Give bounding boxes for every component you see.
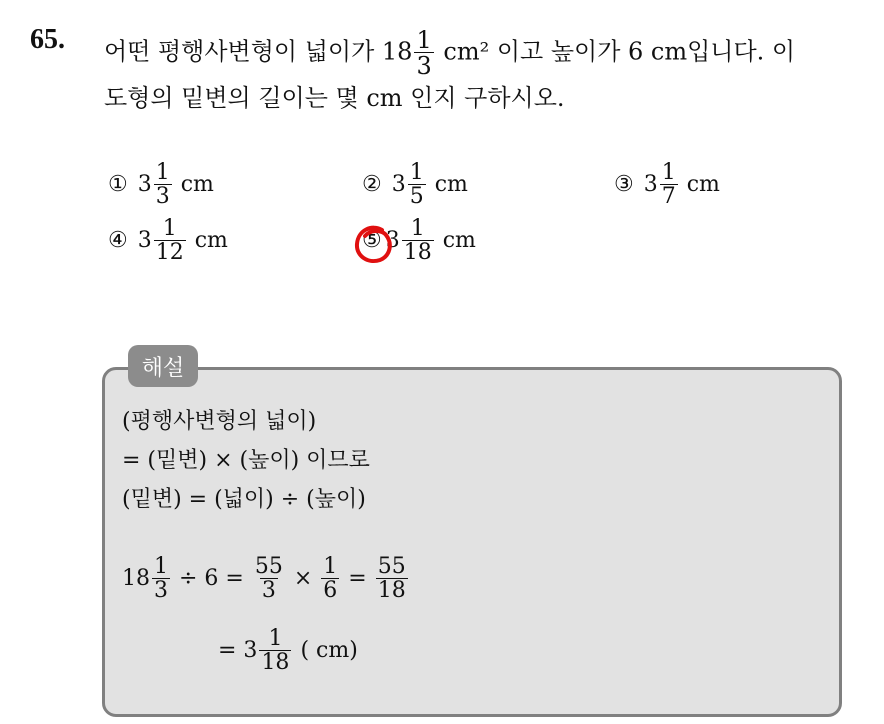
answer-circle-mark [352, 222, 396, 266]
calculation-line-1 [122, 556, 410, 602]
choice-2-whole: 3 [391, 172, 406, 197]
choice-3-numerator: 1 [661, 160, 676, 185]
choice-2[interactable] [362, 162, 468, 208]
area-fraction-numerator: 1 [416, 26, 432, 54]
calc-frac-b-num: 55 [254, 554, 283, 579]
choice-2-denominator: 5 [409, 184, 424, 209]
calc-result-unit: ( cm) [300, 638, 358, 663]
calc-frac-c [321, 556, 339, 602]
calc-result-den: 18 [261, 650, 290, 675]
calc-frac-b [253, 556, 285, 602]
calc-frac-c-den: 6 [323, 578, 338, 603]
choice-2-number: ② [362, 172, 382, 197]
calc-equals: = [348, 566, 367, 591]
choice-4-fraction [154, 218, 186, 264]
choice-5-fraction [402, 218, 434, 264]
calculation-line-2 [218, 628, 358, 674]
calc-frac-d-num: 55 [377, 554, 406, 579]
choice-1-fraction [154, 162, 172, 208]
choice-1-whole: 3 [137, 172, 152, 197]
calc-frac-a-den: 3 [154, 578, 168, 603]
choice-1-unit: cm [180, 172, 214, 197]
question-text-pre: 어떤 평행사변형이 넓이가 18 [104, 37, 413, 66]
choice-2-fraction [408, 162, 426, 208]
calc-times: × [293, 566, 313, 591]
choice-3-whole: 3 [643, 172, 658, 197]
explanation-tag: 해설 [128, 345, 198, 387]
choice-2-unit: cm [434, 172, 468, 197]
choice-4-unit: cm [194, 228, 228, 253]
explanation-line-3: (밑변) = (넓이) ÷ (높이) [122, 487, 366, 512]
choice-1-number: ① [108, 172, 128, 197]
choice-5-unit: cm [442, 228, 476, 253]
calc-frac-b-den: 3 [261, 578, 276, 603]
choice-4-denominator: 12 [155, 240, 184, 265]
choice-4-number: ④ [108, 228, 128, 253]
explanation-line-1: (평행사변형의 넓이) [122, 409, 317, 434]
calc-divide: ÷ 6 = [179, 566, 244, 591]
choice-1-numerator: 1 [155, 160, 170, 185]
choice-1-denominator: 3 [155, 184, 170, 209]
choice-3[interactable] [614, 162, 720, 208]
choice-3-denominator: 7 [661, 184, 676, 209]
calc-mixed-whole: 18 [122, 566, 150, 591]
choice-5-numerator: 1 [410, 216, 425, 241]
question-line-1 [104, 28, 795, 78]
choice-4-numerator: 1 [162, 216, 177, 241]
calc-frac-d [376, 556, 408, 602]
choice-5-number: ⑤ [362, 228, 382, 253]
calc-result-num: 1 [268, 626, 283, 651]
calc-result-prefix: = 3 [218, 638, 258, 663]
calc-frac-c-num: 1 [323, 554, 338, 579]
question-line-2: 도형의 밑변의 길이는 몇 cm 인지 구하시오. [104, 84, 565, 112]
area-fraction-denominator: 3 [416, 52, 432, 80]
choice-4[interactable] [108, 218, 228, 264]
explanation-line-2: = (밑변) × (높이) 이므로 [122, 448, 370, 473]
calc-frac-a [152, 556, 170, 602]
calc-frac-a-num: 1 [154, 554, 168, 579]
choice-1[interactable] [108, 162, 214, 208]
choice-2-numerator: 1 [409, 160, 424, 185]
choice-4-whole: 3 [137, 228, 152, 253]
choice-3-number: ③ [614, 172, 634, 197]
choice-3-fraction [660, 162, 678, 208]
question-text-post: cm² 이고 높이가 6 cm입니다. 이 [443, 37, 796, 66]
area-fraction [414, 28, 433, 78]
question-number: 65. [30, 24, 65, 55]
calc-result-fraction [259, 628, 291, 674]
choice-3-unit: cm [686, 172, 720, 197]
choice-5-whole: 3 [385, 228, 400, 253]
calc-frac-d-den: 18 [377, 578, 406, 603]
choice-5-denominator: 18 [403, 240, 432, 265]
